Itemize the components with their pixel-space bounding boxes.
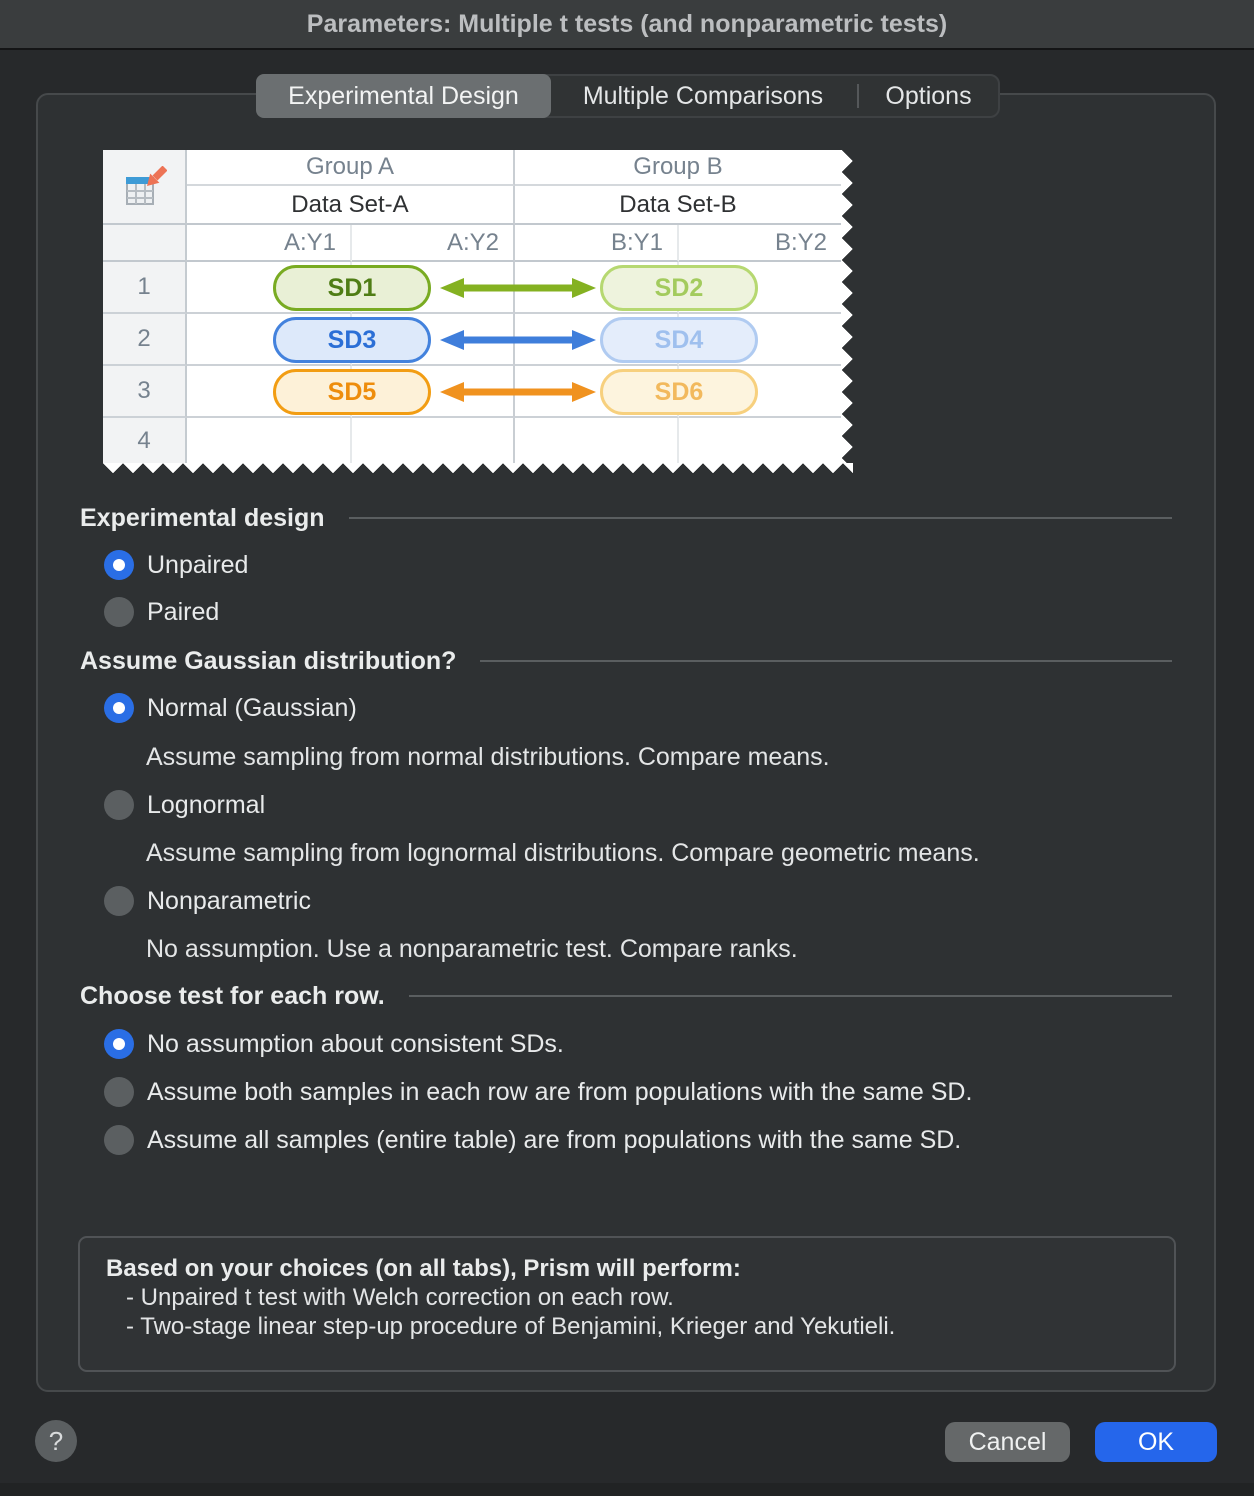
radio-label: Normal (Gaussian) xyxy=(147,693,357,722)
radio-label: Paired xyxy=(147,597,220,626)
section-heading-choose-test: Choose test for each row. xyxy=(80,979,1172,1013)
section-heading-gaussian: Assume Gaussian distribution? xyxy=(80,644,1172,678)
ok-button[interactable]: OK xyxy=(1095,1422,1217,1462)
radio-label: No assumption about consistent SDs. xyxy=(147,1029,564,1058)
dialog-title: Parameters: Multiple t tests (and nonparametric tests) xyxy=(306,9,948,38)
radio-selected-icon[interactable] xyxy=(104,550,134,580)
window-bottom-edge xyxy=(0,1483,1254,1496)
summary-box xyxy=(78,1236,1176,1372)
table-corner-cell xyxy=(103,150,187,225)
col-header-by1: B:Y1 xyxy=(515,225,679,262)
heading-rule xyxy=(480,660,1172,662)
radio-selected-icon[interactable] xyxy=(104,693,134,723)
radio-option-same-sd-entire-table[interactable] xyxy=(104,1123,961,1157)
radio-option-lognormal[interactable] xyxy=(104,788,265,822)
cancel-button[interactable]: Cancel xyxy=(945,1422,1070,1462)
radio-option-same-sd-each-row[interactable] xyxy=(104,1075,972,1109)
pill-sd4: SD4 xyxy=(600,317,758,363)
radio-option-nonparametric[interactable] xyxy=(104,884,311,918)
radio-unselected-icon[interactable] xyxy=(104,1125,134,1155)
dialog-titlebar xyxy=(0,0,1254,50)
row-number: 1 xyxy=(103,262,187,314)
heading-rule xyxy=(409,995,1172,997)
radio-option-no-assumption-sds[interactable] xyxy=(104,1027,564,1061)
radio-label: Lognormal xyxy=(147,790,266,819)
help-button[interactable]: ? xyxy=(35,1420,77,1462)
row-number: 2 xyxy=(103,314,187,366)
double-arrow-blue xyxy=(439,328,597,352)
radio-label: Assume all samples (entire table) are from populations with the same SD. xyxy=(147,1125,962,1154)
radio-option-normal-gaussian[interactable] xyxy=(104,691,357,725)
radio-selected-icon[interactable] xyxy=(104,1029,134,1059)
option-description-normal: Assume sampling from normal distributions. Compare means. xyxy=(146,742,830,771)
row-number: 3 xyxy=(103,366,187,418)
pill-sd1: SD1 xyxy=(273,265,431,311)
col-header-ay1: A:Y1 xyxy=(187,225,352,262)
option-description-lognormal: Assume sampling from lognormal distributions. Compare geometric means. xyxy=(146,838,980,867)
tab-multiple-comparisons[interactable]: Multiple Comparisons xyxy=(582,81,824,110)
radio-label: Nonparametric xyxy=(147,886,311,915)
radio-label: Unpaired xyxy=(147,550,249,579)
pill-sd2: SD2 xyxy=(600,265,758,311)
pill-sd3: SD3 xyxy=(273,317,431,363)
radio-unselected-icon[interactable] xyxy=(104,597,134,627)
tab-options[interactable]: Options xyxy=(885,81,972,110)
row-header-spacer xyxy=(103,225,187,262)
row-number: 4 xyxy=(103,418,187,463)
section-heading-experimental-design: Experimental design xyxy=(80,501,1172,535)
summary-heading: Based on your choices (on all tabs), Prism will perform: xyxy=(106,1255,741,1282)
radio-unselected-icon[interactable] xyxy=(104,790,134,820)
radio-option-paired[interactable] xyxy=(104,595,219,629)
radio-unselected-icon[interactable] xyxy=(104,1077,134,1107)
torn-edge-bottom xyxy=(103,463,853,474)
dataset-a-header: Data Set-A xyxy=(187,186,515,225)
tab-experimental-design[interactable]: Experimental Design xyxy=(256,74,551,118)
tab-bar xyxy=(256,74,1000,118)
double-arrow-green xyxy=(439,276,597,300)
radio-label: Assume both samples in each row are from populations with the same SD. xyxy=(147,1077,973,1106)
pill-sd6: SD6 xyxy=(600,369,758,415)
summary-item: - Two-stage linear step-up procedure of Benjamini, Krieger and Yekutieli. xyxy=(126,1313,896,1340)
radio-option-unpaired[interactable] xyxy=(104,548,248,582)
pill-sd5: SD5 xyxy=(273,369,431,415)
radio-unselected-icon[interactable] xyxy=(104,886,134,916)
col-header-by2: B:Y2 xyxy=(679,225,841,262)
col-header-ay2: A:Y2 xyxy=(352,225,515,262)
summary-item: - Unpaired t test with Welch correction on each row. xyxy=(126,1284,674,1311)
design-preview-table xyxy=(103,150,863,478)
heading-rule xyxy=(349,517,1172,519)
double-arrow-orange xyxy=(439,380,597,404)
dataset-b-header: Data Set-B xyxy=(515,186,841,225)
group-a-header: Group A xyxy=(187,150,515,186)
group-b-header: Group B xyxy=(515,150,841,186)
torn-edge-right xyxy=(841,150,853,463)
option-description-nonparametric: No assumption. Use a nonparametric test. Compare ranks. xyxy=(146,934,798,963)
table-with-arrow-icon xyxy=(121,166,167,208)
